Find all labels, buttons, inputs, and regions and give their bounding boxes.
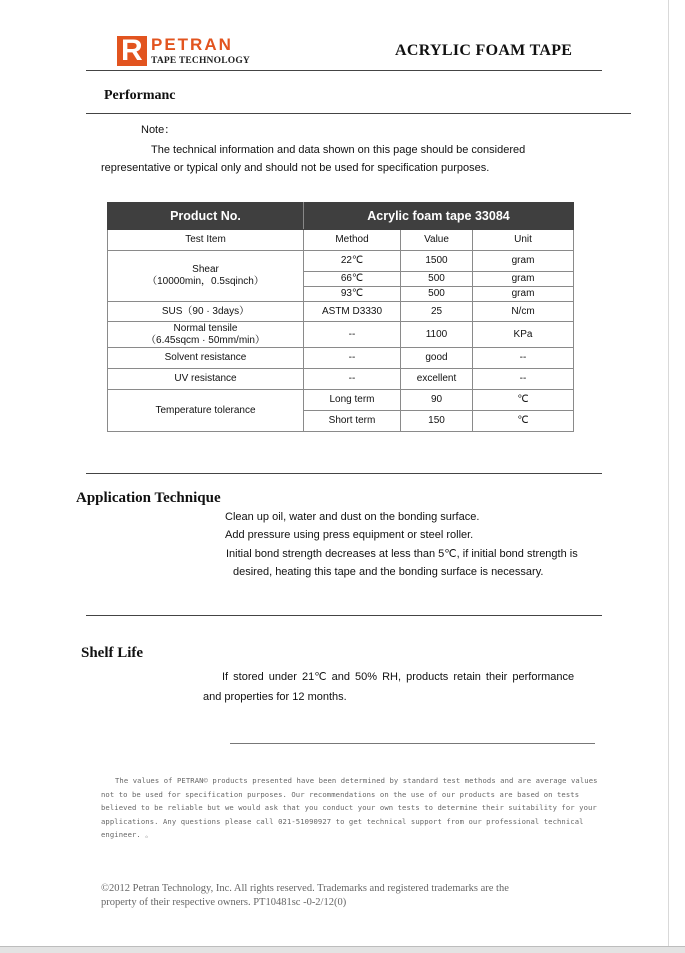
table-cell: gram: [473, 287, 574, 302]
col-method: Method: [304, 230, 401, 251]
disclaimer-line-2: not to be used for specification purposes. Our recommendations on the use of our products are based on tests: [101, 789, 580, 799]
document-title: ACRYLIC FOAM TAPE: [395, 42, 573, 59]
application-line-3: Initial bond strength decreases at less than 5℃, if initial bond strength is: [226, 548, 578, 560]
table-row: [108, 390, 574, 411]
note-line-1: The technical information and data shown on this page should be considered: [151, 144, 526, 156]
product-no-label: Product No.: [108, 203, 304, 230]
table-row: [108, 348, 574, 369]
table-cell: N/cm: [473, 302, 574, 322]
table-cell: 150: [401, 411, 473, 432]
table-cell: --: [473, 369, 574, 390]
table-cell: KPa: [473, 322, 574, 348]
spec-table: [107, 202, 574, 432]
header-rule: [86, 70, 602, 71]
logo-name: PETRAN: [151, 35, 233, 54]
table-row: [108, 251, 574, 272]
shear-item-line-2: （10000min，0.5sqinch）: [147, 276, 264, 287]
note-label: Note：: [141, 124, 176, 136]
logo-mark: [117, 36, 147, 66]
table-cell: 66℃: [304, 272, 401, 287]
copyright-line-1: ©2012 Petran Technology, Inc. All rights reserved. Trademarks and registered trademarks are the: [101, 883, 509, 894]
shear-item: [108, 251, 304, 302]
table-cell: ℃: [473, 411, 574, 432]
table-row: [108, 322, 574, 348]
tensile-item-line-1: Normal tensile: [173, 322, 238, 334]
table-cell: Temperature tolerance: [108, 390, 304, 432]
application-line-4: desired, heating this tape and the bonding surface is necessary.: [233, 566, 544, 578]
table-cell: good: [401, 348, 473, 369]
table-cell: 25: [401, 302, 473, 322]
logo-letter: R: [121, 34, 143, 67]
table-cell: --: [304, 369, 401, 390]
page-edge: [668, 0, 669, 952]
copyright-footer: [101, 882, 581, 910]
column-header-row: [108, 230, 574, 251]
table-cell: SUS（90 · 3days）: [108, 302, 304, 322]
logo-tagline: TAPE TECHNOLOGY: [151, 56, 250, 66]
table-cell: --: [304, 322, 401, 348]
col-value: Value: [401, 230, 473, 251]
table-cell: Solvent resistance: [108, 348, 304, 369]
table-cell: UV resistance: [108, 369, 304, 390]
table-cell: Short term: [304, 411, 401, 432]
table-cell: excellent: [401, 369, 473, 390]
table-cell: --: [473, 348, 574, 369]
application-rule: [86, 473, 602, 474]
shelf-life-heading: Shelf Life: [81, 645, 144, 661]
table-row: [108, 369, 574, 390]
disclaimer-line-1: The values of PETRAN© products presented have been determined by standard test methods and are average values: [115, 776, 598, 785]
table-cell: 22℃: [304, 251, 401, 272]
disclaimer-line-5: engineer. 。: [101, 830, 153, 839]
product-no-value: Acrylic foam tape 33084: [304, 203, 574, 230]
shelf-life-line-2: and properties for 12 months.: [203, 691, 347, 703]
col-test-item: Test Item: [108, 230, 304, 251]
table-cell: gram: [473, 272, 574, 287]
copyright-line-2: property of their respective owners. PT10481sc -0-2/12(0): [101, 897, 347, 908]
application-heading: Application Technique: [76, 490, 221, 506]
table-cell: 1500: [401, 251, 473, 272]
col-unit: Unit: [473, 230, 574, 251]
table-cell: 500: [401, 272, 473, 287]
application-line-2: Add pressure using press equipment or steel roller.: [225, 529, 474, 541]
shear-item-line-1: Shear: [192, 264, 219, 275]
table-cell: 90: [401, 390, 473, 411]
application-line-1: Clean up oil, water and dust on the bonding surface.: [225, 511, 480, 523]
table-cell: ℃: [473, 390, 574, 411]
table-cell: 500: [401, 287, 473, 302]
table-cell: 93℃: [304, 287, 401, 302]
table-cell: 1100: [401, 322, 473, 348]
table-cell: Long term: [304, 390, 401, 411]
table-header-row: [108, 203, 574, 230]
shelf-life-rule: [86, 615, 602, 616]
performance-rule: [86, 113, 631, 114]
disclaimer: [101, 774, 609, 842]
performance-heading: Performanc: [104, 88, 176, 103]
tensile-item-line-2: （6.45sqcm · 50mm/min）: [146, 334, 265, 346]
table-cell: ASTM D3330: [304, 302, 401, 322]
shelf-life-line-1: If stored under 21℃ and 50% RH, products retain their performance: [222, 671, 575, 683]
petran-logo: [117, 34, 250, 70]
disclaimer-line-3: believed to be reliable but we would ask that you conduct your own tests to determine their suitability for your: [101, 803, 597, 812]
separator-line: [230, 743, 595, 744]
disclaimer-line-4: applications. Any questions please call 021-51090927 to get technical support from our professional technical: [101, 816, 584, 826]
table-cell: gram: [473, 251, 574, 272]
tensile-item: [108, 322, 304, 348]
table-cell: --: [304, 348, 401, 369]
table-row: [108, 302, 574, 322]
note-line-2: representative or typical only and should not be used for specification purposes.: [101, 162, 490, 174]
